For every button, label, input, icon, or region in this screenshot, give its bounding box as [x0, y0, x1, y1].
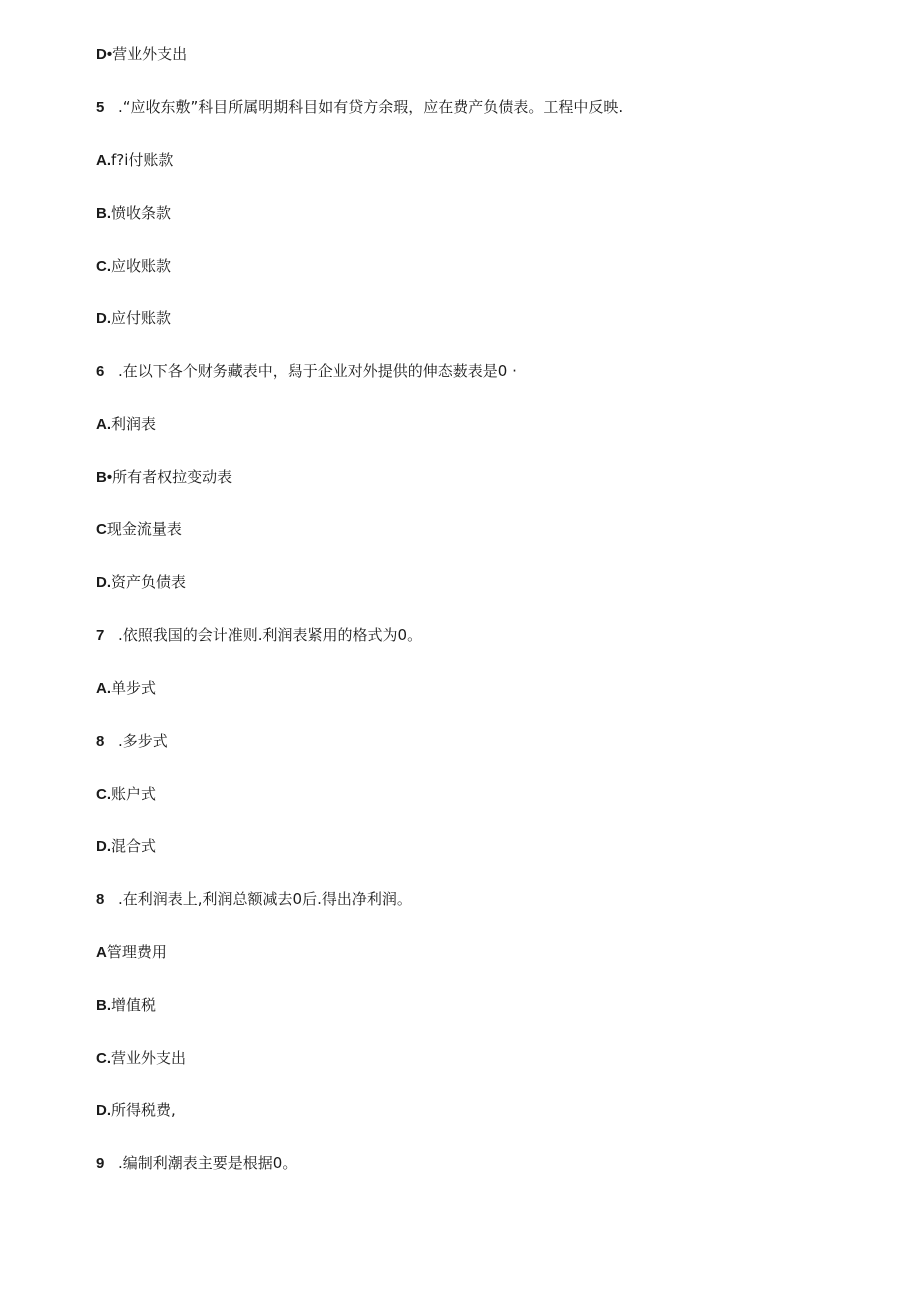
question-text: .在以下各个财务藏表中，舄于企业对外提供的伸态薮表是0 · [118, 362, 517, 380]
question-number: 9 [96, 1155, 105, 1172]
option-text: 营业外支出 [112, 45, 188, 63]
option-text: 所有者权拉变动表 [112, 468, 233, 486]
option-label: A [96, 944, 107, 961]
option-label: A. [96, 152, 111, 169]
option-d-q8 [96, 1100, 176, 1121]
option-label: A. [96, 416, 111, 433]
option-d-q4 [96, 44, 187, 65]
question-text: .编制利潮表主要是根据0。 [118, 1154, 298, 1172]
question-number: 8 [96, 891, 105, 908]
question-number: 5 [96, 99, 105, 116]
option-label: D. [96, 838, 111, 855]
option-text: 资产负债表 [111, 573, 187, 591]
option-d-q6 [96, 572, 186, 593]
question-5 [96, 97, 623, 118]
option-b-q7 [96, 731, 168, 752]
question-6 [96, 361, 517, 382]
option-label: D. [96, 1102, 111, 1119]
question-number: 6 [96, 363, 105, 380]
option-label: A. [96, 680, 111, 697]
option-b-q6 [96, 467, 232, 488]
option-d-q5 [96, 308, 171, 329]
option-b-q5 [96, 203, 171, 224]
question-8 [96, 889, 412, 910]
option-text: 管理费用 [106, 943, 167, 961]
option-label: B• [96, 469, 113, 486]
question-9 [96, 1153, 297, 1174]
option-b-q8 [96, 995, 156, 1016]
option-label: B. [96, 997, 111, 1014]
question-text: .在利润表上,利润总额减去0后.得出净利润。 [118, 890, 412, 908]
option-label: D. [96, 574, 111, 591]
option-label: D. [96, 310, 111, 327]
option-text: 愤收条款 [111, 204, 172, 222]
option-a-q5 [96, 150, 173, 171]
option-label: B. [96, 205, 111, 222]
option-c-q6 [96, 519, 182, 540]
option-text: f?i付账款 [111, 151, 174, 169]
option-text: 营业外支出 [111, 1049, 187, 1067]
option-text: 现金流量表 [106, 520, 182, 538]
option-a-q7 [96, 678, 156, 699]
question-7 [96, 625, 422, 646]
option-text: 账户式 [111, 785, 157, 803]
option-d-q7 [96, 836, 156, 857]
question-text: .“应收东敷”科目所属明期科目如有贷方余瑕，应在费产负债表。工程中反映. [118, 98, 624, 116]
question-number: 7 [96, 627, 105, 644]
option-label: C. [96, 1050, 111, 1067]
option-label: C [96, 521, 107, 538]
option-text: 单步式 [111, 679, 157, 697]
option-a-q6 [96, 414, 156, 435]
option-text: .多步式 [118, 732, 168, 750]
option-text: 应收账款 [111, 257, 172, 275]
option-text: 增值税 [111, 996, 157, 1014]
option-a-q8 [96, 942, 167, 963]
option-label: D• [96, 46, 113, 63]
option-label: 8 [96, 733, 105, 750]
option-text: 所得税费, [111, 1101, 176, 1119]
option-c-q7 [96, 784, 156, 805]
question-text: .依照我国的会计准则.利润表紧用的格式为0。 [118, 626, 423, 644]
option-label: C. [96, 258, 111, 275]
option-text: 利润表 [111, 415, 157, 433]
option-label: C. [96, 786, 111, 803]
option-text: 混合式 [111, 837, 157, 855]
option-c-q5 [96, 256, 171, 277]
option-c-q8 [96, 1048, 186, 1069]
option-text: 应付账款 [111, 309, 172, 327]
